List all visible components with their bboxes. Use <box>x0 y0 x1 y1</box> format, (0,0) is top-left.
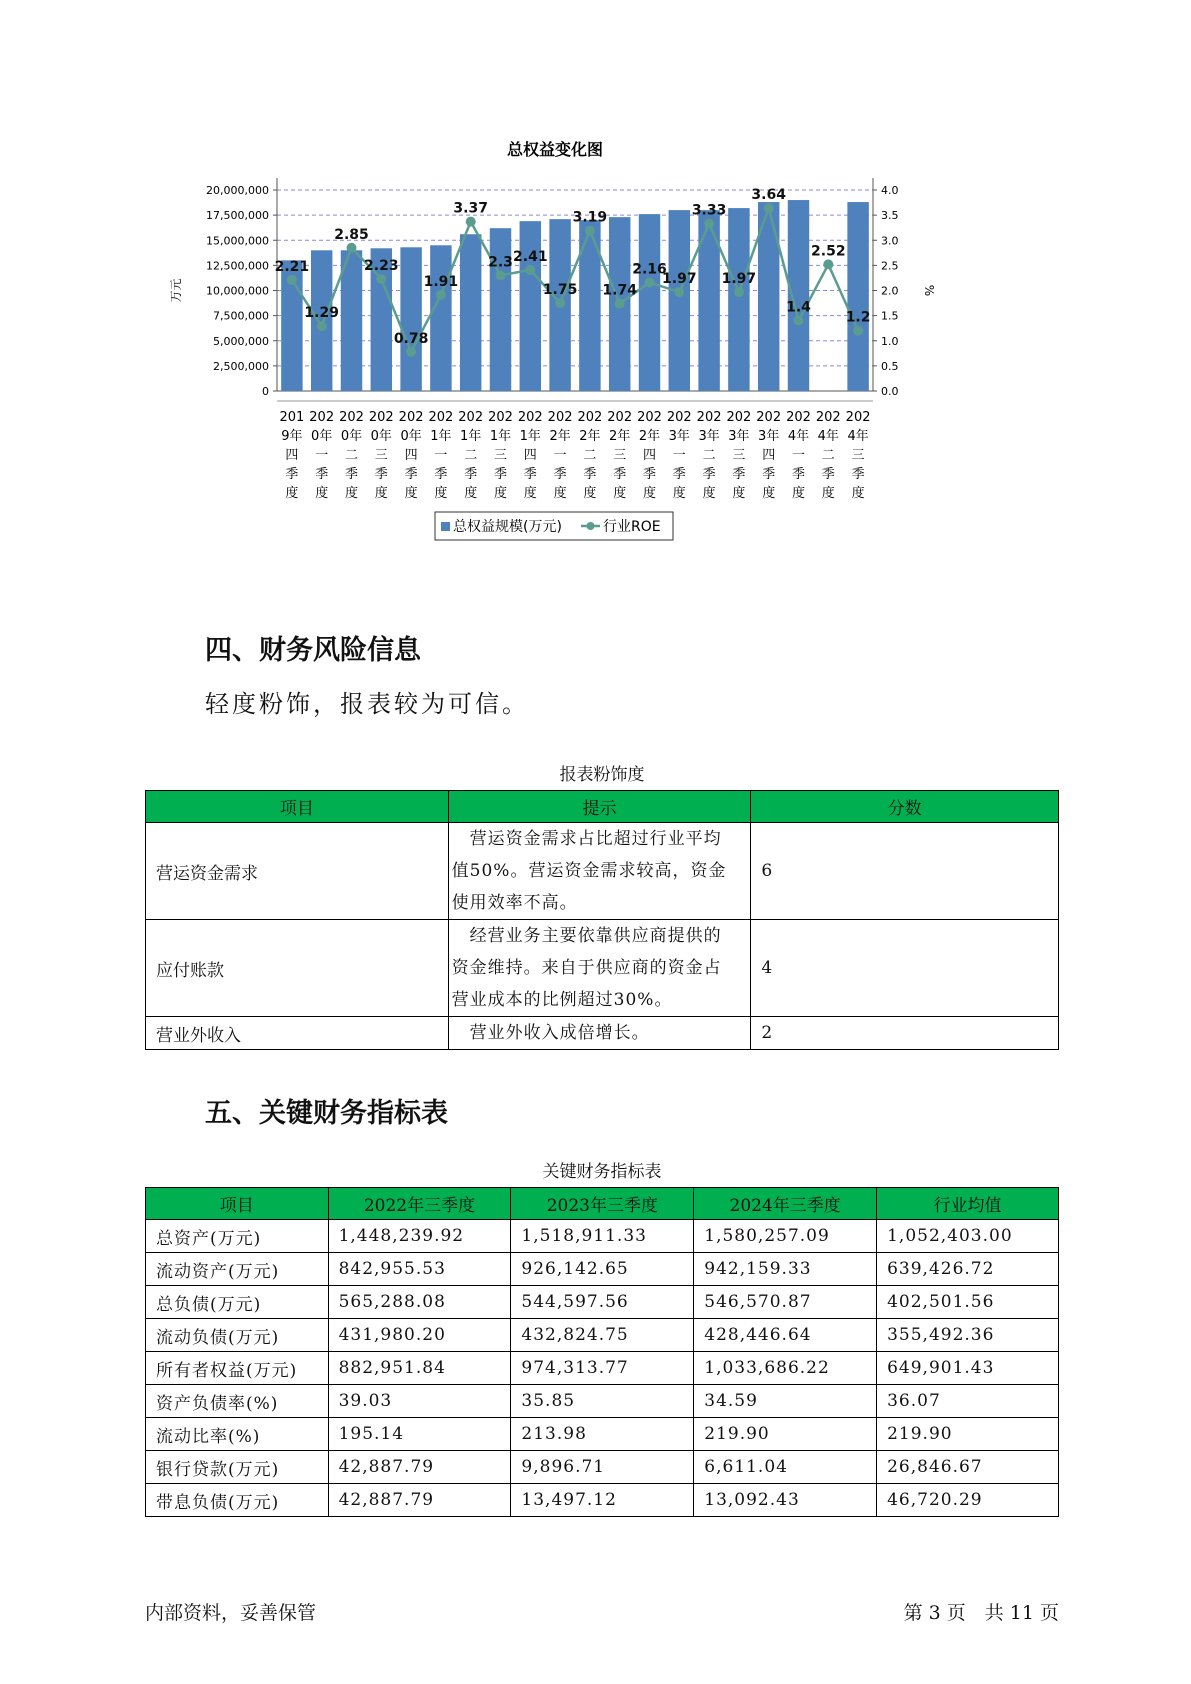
x-tick-label: 1年 <box>519 429 541 444</box>
x-tick-label: 度 <box>642 486 657 501</box>
kpi-table-caption: 关键财务指标表 <box>542 1162 662 1182</box>
x-tick-label: 度 <box>762 486 776 501</box>
x-tick-label: 9年 <box>281 429 303 444</box>
y-tick-label: 2,500,000 <box>213 359 269 373</box>
x-tick-label: 4年 <box>847 429 869 444</box>
risk-table <box>145 790 1059 1050</box>
y2-axis-label: % <box>922 284 936 297</box>
x-tick-label: 202 <box>815 410 841 425</box>
legend-line-label: 行业ROE <box>603 519 661 535</box>
x-tick-label: 三 <box>851 448 865 463</box>
kpi-header-2023q3: 2023年三季度 <box>511 1188 694 1220</box>
risk-hint-line: 资金维持。来自于供应商的资金占 <box>451 958 722 978</box>
roe-data-label: 2.52 <box>811 243 846 260</box>
x-tick-label: 度 <box>702 486 716 501</box>
x-tick-label: 202 <box>607 410 633 425</box>
x-tick-label: 度 <box>553 486 567 501</box>
bar <box>490 228 511 391</box>
y2-tick-label: 0.5 <box>881 359 899 373</box>
legend-bar-label: 总权益规模(万元) <box>453 519 562 535</box>
kpi-header-industry-avg: 行业均值 <box>877 1188 1059 1220</box>
kpi-2022q3: 882,951.84 <box>328 1352 511 1385</box>
kpi-industry-avg: 402,501.56 <box>877 1286 1059 1319</box>
risk-header-score: 分数 <box>751 791 1059 823</box>
x-tick-label: 202 <box>547 410 573 425</box>
y-tick-label: 7,500,000 <box>213 309 269 323</box>
kpi-2022q3: 42,887.79 <box>328 1451 511 1484</box>
risk-hint-line: 使用效率不高。 <box>451 893 578 913</box>
y-tick-label: 0 <box>262 385 269 398</box>
kpi-2024q3: 942,159.33 <box>694 1253 877 1286</box>
risk-hint-line: 营运资金需求占比超过行业平均 <box>451 829 722 849</box>
table-row <box>146 1418 1059 1451</box>
kpi-industry-avg: 26,846.67 <box>877 1451 1059 1484</box>
risk-header-item: 项目 <box>146 791 449 823</box>
kpi-2022q3: 42,887.79 <box>328 1484 511 1517</box>
x-tick-label: 季 <box>523 467 537 482</box>
risk-score: 4 <box>751 920 1059 1017</box>
kpi-2023q3: 926,142.65 <box>511 1253 694 1286</box>
risk-score: 6 <box>751 823 1059 920</box>
kpi-2023q3: 35.85 <box>511 1385 694 1418</box>
y2-tick-label: 0.0 <box>881 385 899 398</box>
kpi-industry-avg: 639,426.72 <box>877 1253 1059 1286</box>
x-tick-label: 季 <box>672 467 686 482</box>
table-row <box>146 1352 1059 1385</box>
legend-bar-swatch <box>441 522 450 531</box>
x-tick-label: 季 <box>553 467 567 482</box>
x-tick-label: 季 <box>583 467 597 482</box>
x-tick-label: 度 <box>493 486 508 501</box>
roe-point <box>555 298 565 308</box>
kpi-item: 流动资产(万元) <box>146 1253 329 1286</box>
x-tick-label: 四 <box>762 448 776 463</box>
footer-confidential: 内部资料，妥善保管 <box>145 1602 317 1624</box>
bar <box>728 208 749 391</box>
kpi-2022q3: 195.14 <box>328 1418 511 1451</box>
bar <box>460 234 481 391</box>
kpi-2022q3: 1,448,239.92 <box>328 1220 511 1253</box>
kpi-2023q3: 544,597.56 <box>511 1286 694 1319</box>
x-tick-label: 季 <box>851 467 865 482</box>
y2-tick-label: 4.0 <box>881 184 899 197</box>
kpi-2024q3: 1,580,257.09 <box>694 1220 877 1253</box>
x-tick-label: 202 <box>756 410 782 425</box>
roe-data-label: 2.21 <box>274 258 310 275</box>
table-row <box>146 1385 1059 1418</box>
x-tick-label: 度 <box>344 486 359 501</box>
kpi-header-2022q3: 2022年三季度 <box>328 1188 511 1220</box>
x-tick-label: 202 <box>577 410 603 425</box>
kpi-2024q3: 219.90 <box>694 1418 877 1451</box>
roe-point <box>406 347 416 357</box>
legend-line-marker <box>587 522 595 530</box>
x-tick-label: 202 <box>845 410 871 425</box>
x-tick-label: 3年 <box>758 429 780 444</box>
kpi-2024q3: 546,570.87 <box>694 1286 877 1319</box>
x-tick-label: 0年 <box>311 429 333 444</box>
kpi-industry-avg: 219.90 <box>877 1418 1059 1451</box>
x-tick-label: 度 <box>821 486 835 501</box>
kpi-2023q3: 213.98 <box>511 1418 694 1451</box>
x-tick-label: 度 <box>374 486 388 501</box>
bar <box>341 250 362 391</box>
table-row <box>146 1017 1059 1050</box>
kpi-table <box>145 1187 1059 1517</box>
kpi-item: 所有者权益(万元) <box>146 1352 329 1385</box>
x-tick-label: 4年 <box>787 429 810 444</box>
roe-point <box>615 299 625 309</box>
x-tick-label: 2年 <box>579 429 601 444</box>
roe-point <box>496 270 506 280</box>
bar <box>698 210 719 391</box>
roe-data-label: 2.85 <box>334 226 369 243</box>
x-tick-label: 四 <box>285 448 299 463</box>
roe-point <box>376 274 386 284</box>
kpi-item: 总资产(万元) <box>146 1220 329 1253</box>
risk-hint <box>448 823 751 920</box>
x-tick-label: 度 <box>285 486 299 501</box>
risk-header-hint: 提示 <box>448 791 751 823</box>
roe-point <box>287 275 297 285</box>
x-tick-label: 202 <box>726 410 752 425</box>
x-tick-label: 三 <box>732 448 746 463</box>
y2-tick-label: 2.0 <box>881 284 899 298</box>
risk-hint-line: 值50%。营运资金需求较高，资金 <box>451 861 727 881</box>
x-tick-label: 季 <box>791 467 806 482</box>
x-tick-label: 度 <box>523 486 537 501</box>
roe-data-label: 1.97 <box>721 271 757 288</box>
kpi-item: 流动负债(万元) <box>146 1319 329 1352</box>
x-tick-label: 季 <box>464 467 478 482</box>
kpi-item: 带息负债(万元) <box>146 1484 329 1517</box>
x-tick-label: 四 <box>404 448 418 463</box>
x-tick-label: 202 <box>666 410 692 425</box>
kpi-industry-avg: 1,052,403.00 <box>877 1220 1059 1253</box>
roe-data-label: 2.23 <box>364 257 399 274</box>
x-tick-label: 季 <box>374 467 388 482</box>
x-tick-label: 季 <box>493 467 508 482</box>
x-tick-label: 度 <box>583 486 597 501</box>
roe-data-label: 3.19 <box>572 209 608 226</box>
x-tick-label: 3年 <box>668 429 690 444</box>
kpi-2022q3: 431,980.20 <box>328 1319 511 1352</box>
risk-score: 2 <box>751 1017 1059 1050</box>
y-tick-label: 5,000,000 <box>213 334 269 348</box>
kpi-industry-avg: 649,901.43 <box>877 1352 1059 1385</box>
x-tick-label: 四 <box>642 448 657 463</box>
bar <box>430 245 451 391</box>
x-tick-label: 一 <box>553 448 567 463</box>
roe-point <box>525 265 535 275</box>
bar <box>400 247 421 391</box>
x-tick-label: 度 <box>732 486 746 501</box>
x-tick-label: 3年 <box>698 429 720 444</box>
roe-point <box>347 243 357 253</box>
roe-data-label: 1.91 <box>423 274 459 291</box>
y2-tick-label: 2.5 <box>881 259 899 273</box>
x-tick-label: 202 <box>428 410 454 425</box>
roe-data-label: 0.78 <box>393 330 429 347</box>
x-tick-label: 2年 <box>638 429 661 444</box>
x-tick-label: 0年 <box>340 429 363 444</box>
x-tick-label: 二 <box>583 448 597 463</box>
x-tick-label: 202 <box>339 410 364 425</box>
y-tick-label: 12,500,000 <box>206 259 269 273</box>
risk-hint <box>448 920 751 1017</box>
x-tick-label: 二 <box>344 448 359 463</box>
kpi-table-body <box>146 1220 1059 1517</box>
equity-chart <box>150 140 950 600</box>
x-tick-label: 202 <box>398 410 424 425</box>
x-tick-label: 三 <box>374 448 388 463</box>
table-row <box>146 1253 1059 1286</box>
kpi-2023q3: 974,313.77 <box>511 1352 694 1385</box>
y2-tick-label: 3.0 <box>881 234 899 248</box>
x-tick-label: 一 <box>672 448 686 463</box>
x-tick-label: 三 <box>613 448 627 463</box>
table-row <box>146 1484 1059 1517</box>
roe-data-label: 3.33 <box>691 202 727 219</box>
risk-hint-line: 经营业务主要依靠供应商提供的 <box>451 926 722 946</box>
roe-point <box>645 277 655 287</box>
x-tick-label: 2年 <box>549 429 571 444</box>
x-tick-label: 二 <box>821 448 835 463</box>
x-tick-label: 一 <box>315 448 329 463</box>
roe-data-label: 2.16 <box>632 261 667 278</box>
x-tick-label: 202 <box>517 410 543 425</box>
x-tick-label: 二 <box>702 448 716 463</box>
roe-data-label: 1.75 <box>542 282 578 299</box>
table-row <box>146 920 1059 1017</box>
y2-tick-label: 1.0 <box>881 334 899 348</box>
roe-data-label: 2.3 <box>488 254 513 271</box>
roe-point <box>466 217 476 227</box>
x-tick-label: 3年 <box>728 429 750 444</box>
x-tick-label: 二 <box>464 448 478 463</box>
y-tick-label: 20,000,000 <box>206 184 269 197</box>
roe-data-label: 1.29 <box>304 305 339 322</box>
x-tick-label: 1年 <box>489 429 512 444</box>
kpi-item: 银行贷款(万元) <box>146 1451 329 1484</box>
risk-item: 应付账款 <box>146 920 449 1017</box>
roe-point <box>585 226 595 236</box>
chart-title: 总权益变化图 <box>506 140 604 159</box>
kpi-header-item: 项目 <box>146 1188 329 1220</box>
roe-point <box>436 290 446 300</box>
y2-tick-label: 3.5 <box>881 209 899 223</box>
table-row <box>146 1286 1059 1319</box>
x-tick-label: 1年 <box>460 429 482 444</box>
x-tick-label: 1年 <box>430 429 452 444</box>
x-tick-label: 度 <box>613 486 627 501</box>
kpi-header-2024q3: 2024年三季度 <box>694 1188 877 1220</box>
x-tick-label: 季 <box>702 467 716 482</box>
roe-point <box>734 287 744 297</box>
risk-summary: 轻度粉饰，报表较为可信。 <box>205 690 529 718</box>
x-tick-label: 季 <box>285 467 299 482</box>
kpi-2024q3: 13,092.43 <box>694 1484 877 1517</box>
table-row <box>146 1319 1059 1352</box>
x-tick-label: 季 <box>344 467 359 482</box>
roe-data-label: 1.74 <box>602 282 637 299</box>
kpi-industry-avg: 36.07 <box>877 1385 1059 1418</box>
kpi-2023q3: 13,497.12 <box>511 1484 694 1517</box>
risk-table-header-row <box>146 791 1059 823</box>
roe-data-label: 1.2 <box>845 309 871 326</box>
roe-point <box>674 287 684 297</box>
x-tick-label: 度 <box>315 486 329 501</box>
x-tick-label: 度 <box>791 486 806 501</box>
x-tick-label: 季 <box>434 467 448 482</box>
bar <box>639 214 660 391</box>
x-tick-label: 季 <box>762 467 776 482</box>
roe-data-label: 3.37 <box>453 200 488 217</box>
kpi-table-caption-wrap <box>145 1157 1059 1182</box>
bar <box>520 221 541 391</box>
kpi-industry-avg: 46,720.29 <box>877 1484 1059 1517</box>
roe-point <box>853 326 863 336</box>
roe-data-label: 1.97 <box>662 271 697 288</box>
bar <box>669 210 690 391</box>
kpi-2023q3: 1,518,911.33 <box>511 1220 694 1253</box>
x-tick-label: 202 <box>637 410 662 425</box>
kpi-2024q3: 6,611.04 <box>694 1451 877 1484</box>
x-tick-label: 季 <box>732 467 746 482</box>
x-tick-label: 季 <box>642 467 657 482</box>
kpi-2024q3: 34.59 <box>694 1385 877 1418</box>
kpi-industry-avg: 355,492.36 <box>877 1319 1059 1352</box>
kpi-2022q3: 842,955.53 <box>328 1253 511 1286</box>
x-tick-label: 一 <box>434 448 448 463</box>
roe-point <box>317 321 327 331</box>
y2-tick-label: 1.5 <box>881 309 899 323</box>
kpi-2022q3: 39.03 <box>328 1385 511 1418</box>
y-tick-label: 17,500,000 <box>206 209 269 223</box>
table-row <box>146 823 1059 920</box>
risk-table-caption: 报表粉饰度 <box>559 765 645 785</box>
x-tick-label: 季 <box>613 467 627 482</box>
kpi-2024q3: 1,033,686.22 <box>694 1352 877 1385</box>
x-tick-label: 季 <box>821 467 835 482</box>
x-tick-label: 202 <box>368 410 394 425</box>
roe-point <box>823 259 833 269</box>
table-row <box>146 1451 1059 1484</box>
x-tick-label: 四 <box>523 448 537 463</box>
footer-page-number: 第 3 页 共 11 页 <box>903 1602 1059 1624</box>
x-tick-label: 0年 <box>370 429 392 444</box>
roe-data-label: 2.41 <box>513 248 548 265</box>
table-row <box>146 1220 1059 1253</box>
kpi-table-header-row <box>146 1188 1059 1220</box>
x-tick-label: 度 <box>851 486 865 501</box>
section4-heading: 四、财务风险信息 <box>205 635 421 666</box>
roe-point <box>794 316 804 326</box>
kpi-2024q3: 428,446.64 <box>694 1319 877 1352</box>
equity-chart-svg <box>150 140 950 600</box>
x-tick-label: 4年 <box>817 429 839 444</box>
y-tick-label: 10,000,000 <box>206 284 269 298</box>
x-tick-label: 度 <box>404 486 418 501</box>
roe-point <box>704 219 714 229</box>
risk-table-caption-wrap <box>145 760 1059 785</box>
x-tick-label: 度 <box>464 486 478 501</box>
x-tick-label: 0年 <box>400 429 422 444</box>
risk-hint-line: 营业外收入成倍增长。 <box>451 1023 650 1043</box>
x-tick-label: 度 <box>672 486 686 501</box>
x-tick-label: 三 <box>493 448 508 463</box>
x-tick-label: 季 <box>404 467 418 482</box>
y-axis-label: 万元 <box>169 278 183 303</box>
risk-hint <box>448 1017 751 1050</box>
kpi-2023q3: 9,896.71 <box>511 1451 694 1484</box>
risk-item: 营运资金需求 <box>146 823 449 920</box>
x-tick-label: 2年 <box>609 429 631 444</box>
kpi-2023q3: 432,824.75 <box>511 1319 694 1352</box>
x-tick-label: 202 <box>309 410 335 425</box>
section5-heading: 五、关键财务指标表 <box>205 1098 448 1129</box>
x-tick-label: 一 <box>791 448 806 463</box>
x-tick-label: 201 <box>279 410 305 425</box>
risk-item: 营业外收入 <box>146 1017 449 1050</box>
x-tick-label: 202 <box>458 410 484 425</box>
roe-data-label: 1.4 <box>786 299 811 316</box>
x-tick-label: 季 <box>315 467 329 482</box>
x-tick-label: 度 <box>434 486 448 501</box>
kpi-item: 流动比率(%) <box>146 1418 329 1451</box>
kpi-item: 资产负债率(%) <box>146 1385 329 1418</box>
x-tick-label: 202 <box>786 410 811 425</box>
risk-hint-line: 营业成本的比例超过30%。 <box>451 990 673 1010</box>
kpi-2022q3: 565,288.08 <box>328 1286 511 1319</box>
kpi-item: 总负债(万元) <box>146 1286 329 1319</box>
x-tick-label: 202 <box>488 410 513 425</box>
roe-data-label: 3.64 <box>751 187 786 204</box>
y-tick-label: 15,000,000 <box>206 234 269 248</box>
roe-point <box>764 203 774 213</box>
x-tick-label: 202 <box>696 410 722 425</box>
bar <box>847 202 868 391</box>
